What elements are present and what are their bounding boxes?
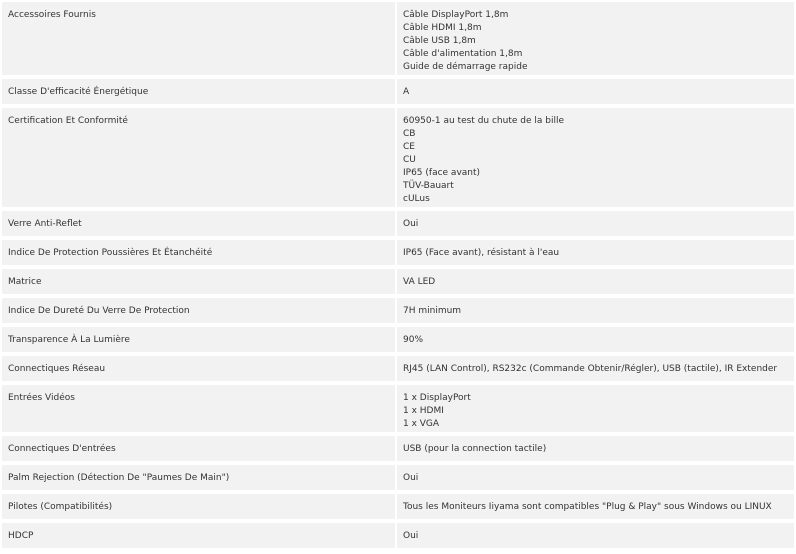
spec-value: [397, 211, 794, 236]
spec-value-line: Tous les Moniteurs Iiyama sont compatibles "Plug & Play" sous Windows ou LINUX: [403, 502, 772, 512]
spec-label: Pilotes (Compatibilités): [2, 494, 395, 519]
spec-label: Connectiques Réseau: [2, 356, 395, 381]
spec-value: [397, 465, 794, 490]
spec-row-connectiques-entrees: [2, 436, 794, 461]
spec-value-line: 1 x DisplayPort: [403, 393, 471, 403]
spec-value: [397, 385, 794, 432]
spec-value: [397, 494, 794, 519]
spec-value-line: cULus: [403, 194, 430, 204]
spec-value-line: RJ45 (LAN Control), RS232c (Commande Obtenir/Régler), USB (tactile), IR Extender: [403, 364, 778, 374]
spec-value-line: Oui: [403, 473, 419, 483]
spec-label: Matrice: [2, 269, 395, 294]
spec-row-entrees-videos: [2, 385, 794, 432]
spec-row-protection: [2, 240, 794, 265]
spec-value: [397, 79, 794, 104]
spec-value-line: Câble DisplayPort 1,8m: [403, 10, 509, 20]
spec-value-line: 1 x HDMI: [403, 406, 444, 416]
spec-value-line: Oui: [403, 219, 419, 229]
spec-value: [397, 108, 794, 207]
spec-value: [397, 356, 794, 381]
spec-label: Certification Et Conformité: [2, 108, 395, 207]
spec-label: Accessoires Fournis: [2, 2, 395, 75]
spec-value: [397, 523, 794, 548]
spec-value: [397, 269, 794, 294]
spec-value-line: IP65 (Face avant), résistant à l'eau: [403, 248, 560, 258]
spec-row-accessoires: [2, 2, 794, 75]
spec-value-line: CE: [403, 142, 415, 152]
spec-value-line: A: [403, 87, 410, 97]
spec-row-connectiques-reseau: [2, 356, 794, 381]
spec-row-verre-anti-reflet: [2, 211, 794, 236]
spec-value: [397, 298, 794, 323]
spec-value: [397, 240, 794, 265]
spec-label: Classe D'efficacité Énergétique: [2, 79, 395, 104]
spec-value-line: VA LED: [403, 277, 436, 287]
spec-table: [2, 2, 794, 552]
spec-value-line: Câble d'alimentation 1,8m: [403, 49, 523, 59]
spec-value-line: USB (pour la connection tactile): [403, 444, 547, 454]
spec-label: Verre Anti-Reflet: [2, 211, 395, 236]
spec-row-pilotes: [2, 494, 794, 519]
spec-label: Palm Rejection (Détection De "Paumes De Main"): [2, 465, 395, 490]
spec-label: Entrées Vidéos: [2, 385, 395, 432]
spec-label: Indice De Dureté Du Verre De Protection: [2, 298, 395, 323]
spec-value-line: 1 x VGA: [403, 419, 440, 429]
spec-value-line: TÜV-Bauart: [403, 181, 454, 191]
spec-label: HDCP: [2, 523, 395, 548]
spec-label: Transparence À La Lumière: [2, 327, 395, 352]
spec-value-line: Câble USB 1,8m: [403, 36, 476, 46]
spec-row-hdcp: [2, 523, 794, 548]
spec-row-certification: [2, 108, 794, 207]
spec-value-line: 60950-1 au test du chute de la bille: [403, 116, 564, 126]
spec-label: Indice De Protection Poussières Et Étanchéité: [2, 240, 395, 265]
spec-row-transparence: [2, 327, 794, 352]
spec-label: Connectiques D'entrées: [2, 436, 395, 461]
spec-value: [397, 2, 794, 75]
spec-row-efficacite: [2, 79, 794, 104]
spec-value: [397, 436, 794, 461]
spec-value-line: 7H minimum: [403, 306, 462, 316]
spec-value-line: IP65 (face avant): [403, 168, 481, 178]
spec-value-line: 90%: [403, 335, 424, 345]
spec-row-palm-rejection: [2, 465, 794, 490]
spec-value-line: Oui: [403, 531, 419, 541]
spec-value-line: CB: [403, 129, 416, 139]
spec-value-line: Guide de démarrage rapide: [403, 62, 528, 72]
spec-value-line: Câble HDMI 1,8m: [403, 23, 482, 33]
spec-row-matrice: [2, 269, 794, 294]
spec-value-line: CU: [403, 155, 416, 165]
spec-row-durete: [2, 298, 794, 323]
spec-value: [397, 327, 794, 352]
